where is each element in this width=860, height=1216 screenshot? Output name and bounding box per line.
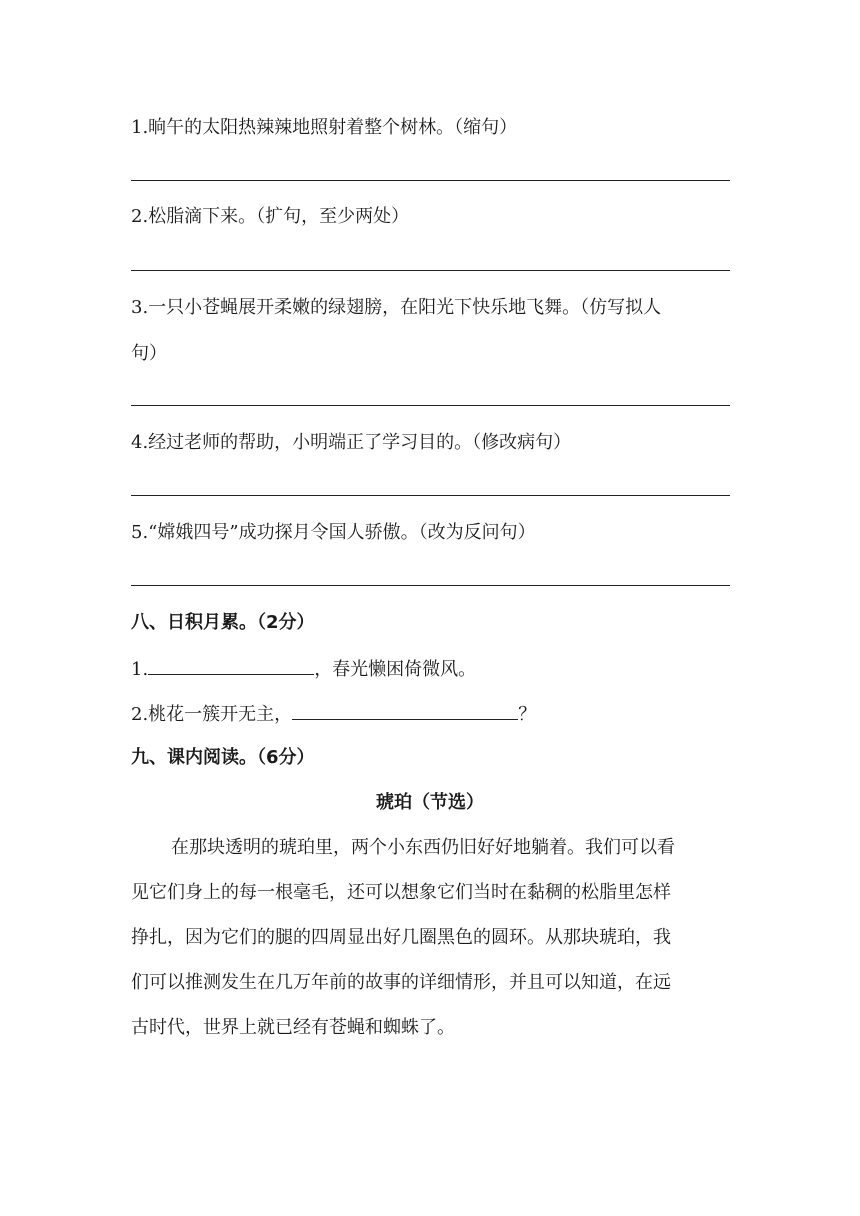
passage-line: 挣扎，因为它们的腿的四周显出好几圈黑色的圆环。从那块琥珀，我 [131, 927, 671, 948]
item-2-prefix: 2.桃花一簇开无主， [131, 704, 293, 725]
question-3-line-2: 句） [131, 343, 167, 364]
question-4: 4.经过老师的帮助，小明端正了学习目的。（修改病句） [131, 432, 572, 453]
answer-line-1[interactable] [131, 180, 730, 181]
question-2: 2.松脂滴下来。（扩句，至少两处） [131, 206, 410, 227]
item-1-prefix: 1. [131, 659, 149, 680]
fill-blank-1[interactable] [148, 656, 314, 675]
question-1: 1.晌午的太阳热辣辣地照射着整个树林。（缩句） [131, 117, 518, 138]
section-8-heading: 八、日积月累。（2分） [131, 612, 315, 633]
passage-line: 们可以推测发生在几万年前的故事的详细情形，并且可以知道，在远 [131, 972, 671, 993]
passage-title: 琥珀（节选） [376, 792, 484, 813]
section-8-item-2 [131, 701, 536, 727]
item-1-suffix: ，春光懒困倚微风。 [314, 659, 477, 680]
answer-line-3[interactable] [131, 405, 730, 406]
passage-line: 在那块透明的琥珀里，两个小东西仍旧好好地躺着。我们可以看 [171, 837, 675, 858]
item-2-suffix: ？ [518, 704, 537, 725]
section-8-item-1 [131, 656, 476, 682]
section-9-heading: 九、课内阅读。（6分） [131, 747, 315, 768]
answer-line-2[interactable] [131, 270, 730, 271]
fill-blank-2[interactable] [292, 701, 518, 720]
question-3-line-1: 3.一只小苍蝇展开柔嫩的绿翅膀，在阳光下快乐地飞舞。（仿写拟人 [131, 297, 662, 318]
passage-line: 古时代，世界上就已经有苍蝇和蜘蛛了。 [131, 1017, 455, 1038]
answer-line-5[interactable] [131, 585, 730, 586]
answer-line-4[interactable] [131, 495, 730, 496]
passage-line: 见它们身上的每一根毫毛，还可以想象它们当时在黏稠的松脂里怎样 [131, 882, 671, 903]
question-5: 5.“嫦娥四号”成功探月令国人骄傲。（改为反问句） [131, 522, 536, 543]
